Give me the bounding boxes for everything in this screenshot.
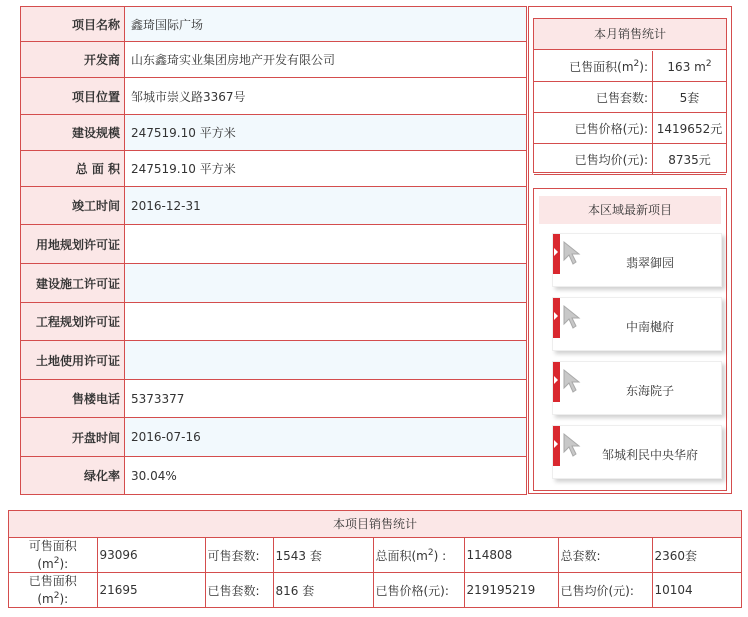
sold-area-label: 已售面积 $(m^2)$: xyxy=(9,573,97,608)
info-label: 开发商 xyxy=(21,42,125,78)
latest-projects-panel xyxy=(533,188,727,491)
info-label: 土地使用许可证 xyxy=(21,341,125,380)
info-label: 项目名称 xyxy=(21,7,125,42)
latest-projects-title: 本区域最新项目 xyxy=(539,196,721,224)
avail-area-value: 93096 xyxy=(97,538,205,573)
card-accent-bar xyxy=(553,234,560,274)
info-value xyxy=(125,341,527,380)
pointer-icon xyxy=(562,368,584,394)
sold-area-label: 已售面积$(m^2)$: xyxy=(534,51,653,82)
sold-count-value: 5套 xyxy=(653,82,727,113)
info-row-scale xyxy=(21,115,527,151)
monthly-sales-panel xyxy=(533,18,727,173)
info-row-land-use-permit xyxy=(21,341,527,380)
total-count-value: 2360套 xyxy=(652,538,741,573)
info-value: 5373377 xyxy=(125,380,527,418)
info-value: 2016-07-16 xyxy=(125,418,527,457)
info-value: 30.04% xyxy=(125,457,527,495)
info-label: 项目位置 xyxy=(21,78,125,115)
info-row-land-permit xyxy=(21,225,527,264)
sold-avg-value: 10104 xyxy=(652,573,741,608)
info-row-name xyxy=(21,7,527,42)
info-row-planning-permit xyxy=(21,303,527,341)
info-value: 邹城市崇义路3367号 xyxy=(125,78,527,115)
info-row-total-area xyxy=(21,151,527,187)
project-info-table xyxy=(20,6,527,495)
info-value: 鑫琦国际广场 xyxy=(125,7,527,42)
info-label: 竣工时间 xyxy=(21,187,125,225)
total-area-label: 总面积$(m^2)$ : xyxy=(373,538,464,573)
sold-count-label: 已售套数: xyxy=(205,573,273,608)
monthly-row-avg xyxy=(534,144,726,175)
sold-count-value: 816 套 xyxy=(273,573,373,608)
info-row-sales-phone xyxy=(21,380,527,418)
monthly-row-count xyxy=(534,82,726,113)
project-sales-panel xyxy=(8,510,742,608)
info-label: 总 面 积 xyxy=(21,151,125,187)
info-label: 绿化率 xyxy=(21,457,125,495)
card-accent-bar xyxy=(553,426,560,466)
monthly-row-price xyxy=(534,113,726,144)
info-label: 建设施工许可证 xyxy=(21,264,125,303)
info-label: 用地规划许可证 xyxy=(21,225,125,264)
project-sales-title: 本项目销售统计 xyxy=(9,511,741,538)
latest-project-name[interactable]: 邹城利民中央华府 xyxy=(601,448,698,462)
info-row-completion xyxy=(21,187,527,225)
info-label: 工程规划许可证 xyxy=(21,303,125,341)
sold-count-label: 已售套数: xyxy=(534,82,653,113)
info-value xyxy=(125,264,527,303)
info-label: 开盘时间 xyxy=(21,418,125,457)
monthly-row-area xyxy=(534,51,726,82)
latest-project-card[interactable] xyxy=(552,297,722,351)
project-sales-row-sold xyxy=(9,573,741,608)
sold-area-value: 21695 xyxy=(97,573,205,608)
sold-price-value: 219195219 xyxy=(464,573,558,608)
latest-project-card[interactable] xyxy=(552,233,722,287)
project-sales-table xyxy=(9,538,741,607)
info-row-green-rate xyxy=(21,457,527,495)
monthly-sales-table xyxy=(534,51,726,175)
card-accent-bar xyxy=(553,298,560,338)
info-value xyxy=(125,303,527,341)
latest-project-card[interactable] xyxy=(552,361,722,415)
info-value: 山东鑫琦实业集团房地产开发有限公司 xyxy=(125,42,527,78)
info-row-construction-permit xyxy=(21,264,527,303)
latest-project-name[interactable]: 中南樾府 xyxy=(625,320,674,334)
latest-project-card[interactable] xyxy=(552,425,722,479)
avail-count-label: 可售套数: xyxy=(205,538,273,573)
sold-price-label: 已售价格(元): xyxy=(534,113,653,144)
sold-avg-label: 已售均价(元): xyxy=(534,144,653,175)
info-value: 247519.10 平方米 xyxy=(125,115,527,151)
monthly-sales-title: 本月销售统计 xyxy=(534,19,726,50)
info-value: 2016-12-31 xyxy=(125,187,527,225)
pointer-icon xyxy=(562,432,584,458)
info-row-developer xyxy=(21,42,527,78)
latest-project-name[interactable]: 东海院子 xyxy=(625,384,674,398)
sold-avg-value: 8735元 xyxy=(653,144,727,175)
avail-area-label: 可售面积 $(m^2)$: xyxy=(9,538,97,573)
info-value: 247519.10 平方米 xyxy=(125,151,527,187)
total-area-value: 114808 xyxy=(464,538,558,573)
total-count-label: 总套数: xyxy=(558,538,652,573)
info-row-location xyxy=(21,78,527,115)
info-value xyxy=(125,225,527,264)
card-accent-bar xyxy=(553,362,560,402)
avail-count-value: 1543 套 xyxy=(273,538,373,573)
latest-project-name[interactable]: 翡翠御园 xyxy=(625,256,674,270)
info-label: 售楼电话 xyxy=(21,380,125,418)
sold-avg-label: 已售均价(元): xyxy=(558,573,652,608)
project-sales-row-available xyxy=(9,538,741,573)
pointer-icon xyxy=(562,240,584,266)
info-label: 建设规模 xyxy=(21,115,125,151)
info-row-opening xyxy=(21,418,527,457)
sold-area-value: 163 $m^2$ xyxy=(653,51,727,82)
sold-price-value: 1419652元 xyxy=(653,113,727,144)
sold-price-label: 已售价格(元): xyxy=(373,573,464,608)
pointer-icon xyxy=(562,304,584,330)
